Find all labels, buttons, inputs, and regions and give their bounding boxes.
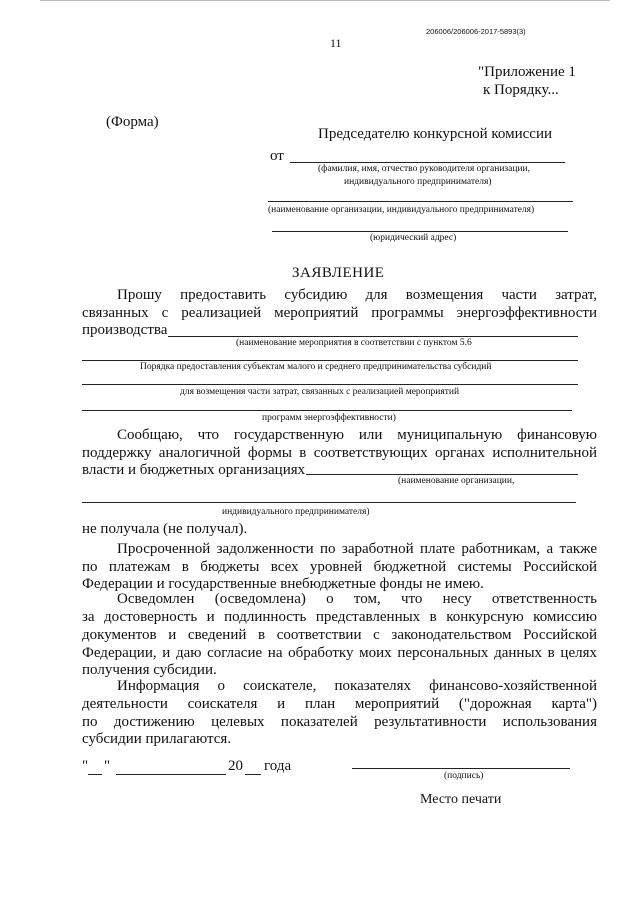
support-line-4: не получала (не получал). [82,521,248,537]
support-line-2: поддержку аналогичной формы в соответствующих органах исполнительной [82,445,597,461]
caption-address: (юридический адрес) [370,233,457,243]
year-suffix: года [264,758,292,774]
support-caption-1: (наименование организации, [398,476,515,486]
date-day-line [88,774,102,775]
top-rule [40,0,610,1]
signature-line [352,768,570,769]
page-number: 11 [330,36,342,50]
document-id: 206006/206006-2017-5893(3) [426,27,526,36]
request-caption-4: программ энергоэффективности) [262,413,396,423]
informed-line-1: Осведомлен (осведомлена) о том, что несу ответственность [117,591,597,607]
measure-name-line [168,336,578,337]
measure-line-3 [82,384,578,385]
informed-line-4: Федерации, и даю согласие на обработку моих персональных данных в целях [82,645,597,661]
request-line-3: производства [82,322,168,338]
info-line-4: субсидии прилагаются. [82,731,232,747]
request-caption-3: для возмещения части затрат, связанных с реализацией мероприятий [180,387,460,397]
measure-line-4 [82,410,572,411]
measure-line-2 [82,360,578,361]
address-line [272,231,568,232]
caption-name-2: индивидуального предпринимателя) [344,177,492,187]
informed-line-3: документов и сведений в соответствии с законодательством Российской [82,627,597,643]
date-quote-open: " [82,758,89,774]
signature-caption: (подпись) [444,771,484,781]
info-line-1: Информация о соискателе, показателях финансово-хозяйственной [117,678,597,694]
support-caption-2: индивидуального предпринимателя) [222,507,370,517]
from-label: от [270,148,284,164]
request-line-2: связанных с реализацией мероприятий программы энергоэффективности [82,305,597,321]
arrears-line-1: Просроченной задолженности по заработной плате работникам, а также [117,541,597,557]
caption-organization: (наименование организации, индивидуального предпринимателя) [268,205,535,215]
arrears-line-3: Федерации и государственные внебюджетные фонды не имею. [82,576,484,592]
seal-label: Место печати [420,792,502,807]
document-title: ЗАЯВЛЕНИЕ [292,265,385,281]
request-caption-2: Порядка предоставления субъектам малого и среднего предпринимательства субсидий [140,362,492,372]
informed-line-2: за достоверность и подлинность представленных в конкурсную комиссию [82,609,597,625]
caption-name-1: (фамилия, имя, отчество руководителя организации, [318,164,531,174]
from-name-line [290,162,565,163]
date-month-line [116,774,226,775]
organization-line [268,201,573,202]
support-line-blank [82,502,576,503]
appendix-line-2: к Порядку... [483,82,559,98]
form-label: (Форма) [106,114,159,130]
request-caption-1: (наименование мероприятия в соответствии с пунктом 5.6 [236,338,472,348]
addressee-to: Председателю конкурсной комиссии [318,126,553,142]
informed-line-5: получения субсидии. [82,662,217,678]
date-quote-close: " [104,758,111,774]
arrears-line-2: по платежам в бюджеты всех уровней бюджетной системы Российской [82,559,597,575]
support-organization-line [306,474,578,475]
year-prefix: 20 [228,758,243,774]
support-line-3: власти и бюджетных организациях [82,462,306,478]
request-line-1: Прошу предоставить субсидию для возмещения части затрат, [117,287,597,303]
year-line [245,774,261,775]
support-line-1: Сообщаю, что государственную или муниципальную финансовую [117,427,597,443]
info-line-3: по достижению целевых показателей результативности использования [82,714,597,730]
appendix-line-1: "Приложение 1 [478,64,576,80]
info-line-2: деятельности соискателя и план мероприятий ("дорожная карта") [82,696,597,712]
